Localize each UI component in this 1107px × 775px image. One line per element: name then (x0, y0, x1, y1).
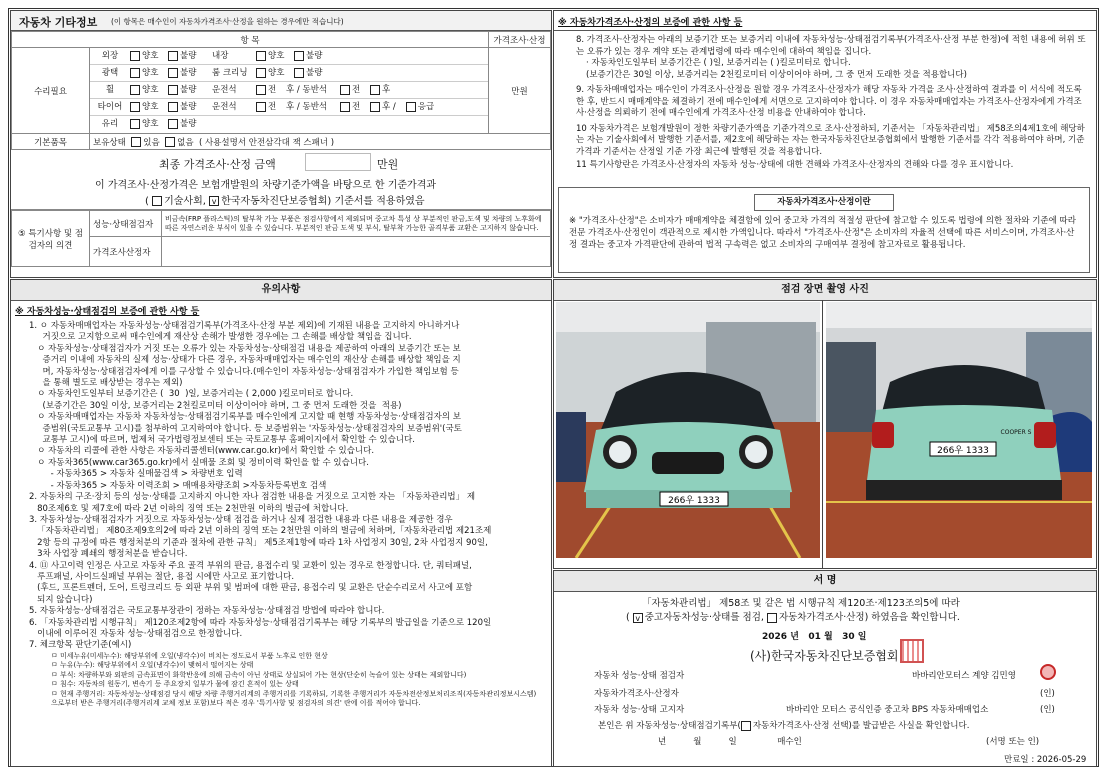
note-line: 이내에 이루어진 자동차 성능·상태점검으로 한정합니다. (29, 628, 243, 639)
part-label: 광택 (101, 68, 119, 78)
note-line: (보증기간은 30일 이상, 보증거리는 2천킬로미터 이상이어야 하며, 그 중 먼저 도래한 것을 적용) (29, 400, 402, 411)
opt3-checkbox[interactable] (340, 85, 350, 95)
inspector-seal (1040, 664, 1056, 680)
note-line: 루프패널, 사이드실패널 부위는 절단, 용접 시에만 사고로 표기합니다. (29, 571, 295, 582)
repair-row (90, 65, 488, 82)
note-line: - 자동차365 > 자동차 이력조회 > 매매용차량조회 >자동차등록번호 검색 (29, 480, 327, 491)
have-label: 있음 (143, 137, 160, 148)
bad-label: 불량 (180, 119, 197, 129)
inspector-opinion: 비금속(FRP 플라스틱)의 탈부착 가능 부품은 점검사항에서 제외되며 중고차 특성 상 부분적인 판금,도색 및 차량의 노후화에 따른 자연스러운 부식이 있을 수 있습니다. 부분적인 판금 도색 및 부식, 탈부착 가능한 골격부품 교환은 고지하지 않습니다. (162, 211, 551, 237)
note-line: 1. ㅇ 자동차매매업자는 자동차성능·상태점검기록부(가격조사·산정 부분 제외)에 기재된 내용을 고지하지 아니하거나 (29, 321, 460, 331)
opt1-checkbox[interactable] (256, 51, 266, 61)
notes-header: 유의사항 (11, 280, 551, 301)
rear-badge: COOPER S (1000, 429, 1032, 436)
signature-panel (553, 570, 1097, 767)
photo-divider (822, 300, 823, 569)
org-seal (900, 639, 924, 663)
criteria-line: ㅁ 누유(누수): 해당부위에서 오일(냉각수)이 맺혀서 떨어지는 상태 (51, 661, 254, 670)
basis-line2: ( 기술사회, v 한국자동차진단보증협회) 기준서를 적용하였음 (145, 192, 425, 207)
price-unit: 만원 (489, 48, 551, 134)
definition-text: ※ "가격조사·산정"은 소비자가 매매계약을 체결함에 있어 중고차 가격의 적절성 판단에 참고할 수 있도록 법령에 의한 절차와 기준에 따라 전문 가격조사·산정인이 객관적으로 제시한 가액입니다. 따라서 "가격조사·산정"은 소비자의 자율적 선택에 따른 서비스이며, 가격조사·산정 결과는 중고자 가격판단에 관하여 법적 구속력은 없고 소비자의 구매여부 결정에 참고자료로 활용됩니다. (569, 216, 1076, 250)
basic-label: 기본품목 (12, 134, 90, 150)
rear-car-photo (826, 302, 1092, 558)
basic-items: ( 사용설명서 안전삼각대 잭 스패너 ) (198, 137, 335, 148)
note-line: ㅇ 자동차성능·상태점검자가 거짓 또는 오류가 있는 자동차성능·상태점검 내용을 제공하여 아래의 보증기간 또는 보 (29, 343, 461, 354)
appraiser-opinion[interactable] (162, 237, 551, 267)
item-11: 11 특기사항란은 가격조사·산정자의 자동차 성능·상태에 대한 견해와 가격조사·산정자의 견해와 다를 경우 표시합니다. (576, 160, 1014, 170)
emergency-checkbox[interactable] (406, 102, 416, 112)
note-line: 증거리 이내에 자동차의 실제 성능·상태가 다른 경우, 자동차매매업자는 매수인의 재산상 손해를 배상할 책임을 지 (29, 355, 461, 366)
expiry-date: 만료일 : 2026-05-29 (1004, 755, 1087, 765)
front-car-image (556, 302, 820, 558)
opt3-label: 전 (352, 102, 361, 112)
row3-label: 자동차 성능·상태 고지자 (594, 705, 685, 715)
bad-label: 불량 (180, 68, 197, 78)
basic-state: 보유상태 (93, 137, 126, 148)
note-line: 되지 않습니다) (29, 594, 93, 605)
col-price: 가격조사·산정 (489, 32, 551, 48)
opt4-checkbox[interactable] (370, 102, 380, 112)
opinion-table (11, 210, 551, 267)
good-label: 양호 (142, 51, 159, 61)
panel-note: (이 항목은 매수인이 자동차가격조사·산정을 원하는 경우에만 적습니다) (111, 17, 344, 26)
item-8: 8. 가격조사·산정자는 아래의 보증기간 또는 보증거리 이내에 자동차성능·상태점검기록부(가격조사·산정 부분 한정)에 적힌 내용에 허위 또는 오류가 있는 경우 계약 또는 관계법령에 따라 매수인에 대하여 책임을 집니다. (576, 35, 1086, 57)
row3-value: 바바리안 모터스 공식인증 중고차 BPS 자동차매매업소 (786, 705, 989, 715)
criteria-line: ㅁ 미세누유(미세누수): 해당부위에 오일(냉각수)이 비치는 정도로서 부품 노후로 인한 현상 (51, 651, 328, 660)
note-line: ㅇ 자동차인도일부터 보증기간은 ( 30 )일, 보증거리는 ( 2,000 )킬로미터로 합니다. (29, 389, 354, 400)
good-label: 양호 (142, 119, 159, 129)
rear-car-image (826, 302, 1092, 558)
opt1-label: 양호 (268, 51, 285, 61)
part-label: 휠 (105, 85, 115, 95)
repair-table (11, 31, 551, 150)
inspector-label: 성능·상태점검자 (90, 211, 162, 237)
opt4-label: 후 (382, 85, 391, 95)
photos-panel (553, 279, 1097, 569)
appraiser-label: 가격조사산정자 (90, 237, 162, 267)
row3-seal: (인) (1040, 705, 1055, 715)
note-line: 「자동차관리법」 제80조제9호의2에 따라 2년 이하의 징역 또는 2천만원 이하의 벌금에 처하며,「자동차관리법 제21조제 (29, 526, 492, 537)
col-item: 항 목 (12, 32, 489, 48)
buyer-sign[interactable]: (서명 또는 인) (986, 737, 1040, 747)
performance-checkbox[interactable] (633, 613, 643, 623)
bad-label: 불량 (180, 51, 197, 61)
appraisal-items (554, 31, 1096, 172)
final-price-unit: 만원 (377, 158, 399, 171)
appraisal-definition-box (558, 187, 1090, 273)
sign-org: (사)한국자동차진단보증협회 (750, 649, 899, 663)
none-label: 없음 (177, 137, 194, 148)
kaida-checkbox[interactable] (209, 196, 219, 206)
basis-line: 이 가격조사·산정가격은 보험개발원의 차량기준가액을 바탕으로 한 기준가격과 (95, 180, 437, 191)
final-price-input[interactable] (305, 153, 371, 171)
good-checkbox[interactable] (130, 119, 140, 129)
note-line: 80조제6호 및 제7호에 따라 2년 이하의 징역 또는 2천만원 이하의 벌금에 처합니다. (29, 503, 349, 514)
notes-title: ※ 자동차성능·상태점검의 보증에 관한 사항 등 (15, 307, 200, 317)
note-line: 2. 자동차의 구조·장치 등의 성능·상태를 고지하지 아니한 자나 점검한 내용을 거짓으로 고지한 자는 「자동차관리법」 제 (29, 492, 476, 503)
tech-society-checkbox[interactable] (152, 196, 162, 206)
repair-group-label: 수리필요 (12, 48, 90, 134)
note-line: ㅇ 자동차매매업자는 자동차 자동차성능·상태점검기록부를 매수인에게 고지할 때 현행 자동차성능·상태점검자의 보 (29, 412, 461, 423)
note-line: 5. 자동차성능·상태점검은 국토교통부장관이 정하는 자동차성능·상태점검 방법에 따라야 합니다. (29, 606, 385, 617)
note-line: 며, 자동차성능·상태점검자에게 이를 구상할 수 있습니다.(매수인이 자동차성능·상태점검자가 가입한 책임보험 등 (29, 366, 459, 377)
bad-checkbox[interactable] (168, 51, 178, 61)
opt1-label: 양호 (268, 68, 285, 78)
opt1-checkbox[interactable] (256, 102, 266, 112)
appraisal-title: ※ 자동차가격조사·산정의 보증에 관한 사항 등 (558, 18, 743, 28)
note-line: (후드, 프론트펜더, 도어, 트렁크리드 등 외판 부위 및 범퍼에 대한 판금, 용접수리 및 교환은 단순수리로서 사고에 포함 (29, 583, 473, 594)
confirm-line: 본인은 위 자동차성능·상태점검기록부( 자동차가격조사·산정 선택)를 발급받은 사실을 확인합니다. (598, 721, 970, 731)
note-line: 3. 자동차성능·상태점검자가 거짓으로 자동차성능·상태 점검을 하거나 실제 점검한 내용과 다른 내용을 제공한 경우 (29, 514, 453, 525)
sub-label: 내장 (212, 51, 229, 61)
row1-value: 바바리안모터스 계양 김민영 (912, 671, 1016, 681)
panel-title: 자동차 기타정보 (19, 16, 98, 29)
repair-row (90, 82, 488, 99)
item-9: 9. 자동차매매업자는 매수인이 가격조사·산정을 원할 경우 가격조사·산정자가 해당 자동차 가격을 조사·산정하여 결과를 이 서식에 적도록 한 후, 반드시 매매계약을 체결하기 전에 매수인에게 서면으로 고지하여야 합니다. 이 경우 자동차매매업자는 가격조사·산정자에게 가격조사·산정을 의뢰하기 전에 매수인에게 가격조사·산정 비용을 안내하여야 합니다. (576, 85, 1082, 118)
note-line: 2항 등의 규정에 따른 행정처분의 기준과 절차에 관한 규칙」 제5조제1항에 따라 1차 사업정지 30일, 2차 사업정지 90일, (29, 537, 488, 548)
vehicle-other-info-panel (10, 10, 552, 278)
criteria-line: ㅁ 현재 주행거리: 자동차성능·상태점검 당시 해당 차량 주행거리계의 주행거리를 기록하되, 기록한 주행거리가 자동차전산정보처리조직(자동차관리정보시스템)으로부터 받은 주행거리(주행거리계 교체 정보 포함)보다 적은 경우 '특기사항 및 점검자의 의견' 란에 이를 적어야 합니다. (51, 689, 537, 708)
note-line: - 자동차365 > 자동차 실매물검색 > 차량번호 입력 (29, 469, 243, 480)
good-checkbox[interactable] (130, 102, 140, 112)
opt1-checkbox[interactable] (256, 85, 266, 95)
notes-lines (15, 321, 547, 652)
good-checkbox[interactable] (130, 85, 140, 95)
sub-label: 룸 크리닝 (212, 68, 248, 78)
note-line: 교통부 고시)에 따르며, 법제처 국가법령정보센터 또는 국토교통부 홈페이지에서 확인할 수 있습니다. (29, 435, 415, 446)
opt1-checkbox[interactable] (256, 68, 266, 78)
opt2-label: 후 / 동반석 (286, 85, 328, 95)
final-price-label: 최종 가격조사·산정 금액 (159, 158, 276, 171)
good-label: 양호 (142, 68, 159, 78)
opinion-label: ⑤ 특기사항 및 점검자의 의견 (12, 211, 90, 267)
repair-rows (90, 48, 488, 133)
bad-checkbox[interactable] (168, 85, 178, 95)
opt3-label: 전 (352, 85, 361, 95)
bad-checkbox[interactable] (168, 68, 178, 78)
buyer-appraisal-checkbox[interactable] (741, 721, 751, 731)
item-8-period: · 자동차인도일부터 보증기간은 ( )일, 보증거리는 ( )킬로미터로 합니다. (586, 58, 851, 68)
notes-body (11, 301, 551, 712)
have-checkbox[interactable] (131, 137, 141, 147)
criteria-line: ㅁ 침수: 자동차의 원동기, 변속기 등 주요장치 일부가 물에 잠긴 흔적이 있는 상태 (51, 680, 299, 689)
emergency-label: 응급 (417, 102, 435, 112)
repair-row (90, 116, 488, 133)
appraisal-guarantee-panel (553, 10, 1097, 278)
opt2-checkbox[interactable] (294, 51, 304, 61)
note-line: 3차 사업장 폐쇄의 행정처분을 받습니다. (29, 549, 188, 560)
repair-row (90, 99, 488, 116)
opt3-checkbox[interactable] (340, 102, 350, 112)
opt2-label: 불량 (306, 68, 323, 78)
note-line: 4. ⑪ 사고이력 인정은 사고로 자동차 주요 골격 부위의 판금, 용접수리 및 교환이 있는 경우로 한정합니다. 단, 쿼터패널, (29, 560, 472, 571)
criteria-line: ㅁ 부식: 차량하부와 외판의 금속표면이 화학반응에 의해 금속이 아닌 상태로 상실되어 가는 현상(단순히 녹슬어 있는 상태는 제외합니다) (51, 670, 467, 679)
sign-date: 2026 년 01 월 30 일 (762, 632, 867, 642)
note-line: ㅇ 자동차365(www.car365.go.kr)에서 실매물 조회 및 정비이력 확인을 할 수 있습니다. (29, 457, 369, 468)
row2-value: (인) (1040, 689, 1055, 699)
part-label: 유리 (101, 119, 119, 129)
bad-label: 불량 (180, 102, 197, 112)
item-10: 10 자동차가격은 보험개발원이 정한 차량기준가액을 기준가격으로 조사·산정하되, 기준서는 「자동차관리법」 제58조의4제1호에 해당하는 자는 기술사회에서 발행한 기준서를, 제2호에 해당하는 자는 한국자동차진단보증협회에서 발행한 기준서를 각각 적용하여야 하며, 기준가격과 기준서는 산정일 기준 가장 최근에 발행된 것을 적용합니다. (576, 123, 1085, 157)
front-plate: 266우 1333 (668, 496, 720, 506)
good-label: 양호 (142, 85, 159, 95)
sign-header: 서 명 (554, 571, 1096, 592)
sign-check-line: ( v중고자동차성능·상태를 점검, 자동차가격조사·산정) 하였음을 확인합니다. (626, 609, 960, 623)
opt4-checkbox[interactable] (370, 85, 380, 95)
good-label: 양호 (142, 102, 159, 112)
row2-label: 자동차가격조사·산정자 (594, 689, 679, 699)
bad-label: 불량 (180, 85, 197, 95)
notes-panel (10, 279, 552, 767)
sign-law: 「자동차관리법」 제58조 및 같은 법 시행규칙 제120조·제123조의5에 따라 (642, 598, 960, 609)
item-8-note: (보증기간은 30일 이상, 보증거리는 2천킬로미터 이상이어야 하며, 그 중 먼저 도래한 것을 적용합니다) (586, 69, 967, 80)
buyer-date-line: 년 월 일 매수인 (658, 737, 802, 747)
sub-label: 운전석 (212, 102, 237, 112)
note-line: 6. 「자동차관리법 시행규칙」 제120조제2항에 따라 자동차성능·상태점검기록부는 해당 기록부의 발급일을 기준으로 120일 (29, 617, 492, 628)
rear-plate: 266우 1333 (937, 446, 989, 456)
appraisal-checkbox[interactable] (767, 613, 777, 623)
notes-criteria (15, 652, 543, 709)
note-line: ㅇ 자동차의 리콜에 관한 사항은 자동차리콜센터(www.car.go.kr)에서 확인할 수 있습니다. (29, 446, 375, 457)
note-line: 7. 체크항목 판단기준(예시) (29, 640, 132, 651)
good-checkbox[interactable] (130, 68, 140, 78)
opt4-label: 후 / (382, 102, 396, 112)
opt2-checkbox[interactable] (294, 68, 304, 78)
note-line: 거짓으로 고지함으로써 매수인에게 재산상 손해가 발생한 경우에는 그 손해를 배상할 책임을 집니다. (29, 332, 412, 343)
none-checkbox[interactable] (165, 137, 175, 147)
opt1-label: 전 (268, 85, 277, 95)
part-label: 외장 (101, 51, 119, 61)
bad-checkbox[interactable] (168, 119, 178, 129)
front-car-photo (556, 302, 820, 558)
part-label: 타이어 (97, 102, 123, 112)
opt2-label: 불량 (306, 51, 323, 61)
note-line: 을 통해 별도로 배상받는 경우는 제외) (29, 378, 183, 389)
definition-title: 자동차가격조사·산정이란 (754, 194, 894, 211)
opt1-label: 전 (268, 102, 277, 112)
note-line: 증범위(국토교통부 고시)를 첨부하여 고지하여야 합니다. 등 보증범위는 '자동차성능·상태점검자의 보증범위'(국토 (29, 423, 462, 434)
opt2-label: 후 / 동반석 (286, 102, 328, 112)
bad-checkbox[interactable] (168, 102, 178, 112)
row1-label: 자동차 성능·상태 점검자 (594, 671, 685, 681)
repair-row (90, 48, 488, 65)
photos-header: 점검 장면 촬영 사진 (554, 280, 1096, 301)
sub-label: 운전석 (212, 85, 237, 95)
good-checkbox[interactable] (130, 51, 140, 61)
